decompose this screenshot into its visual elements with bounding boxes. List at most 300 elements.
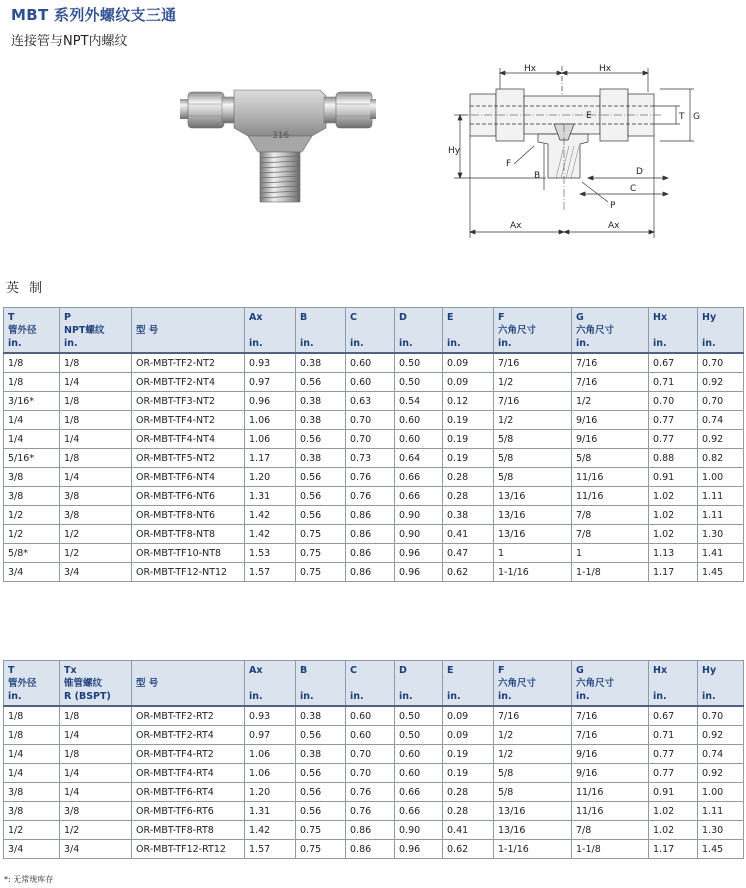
table-cell: 5/8 <box>494 764 572 783</box>
column-header-line <box>136 664 240 677</box>
table-cell: 7/16 <box>494 392 572 411</box>
table-cell: 5/8 <box>494 783 572 802</box>
column-header-line <box>136 690 240 703</box>
table-cell: OR-MBT-TF12-RT12 <box>132 840 245 859</box>
table-cell: 9/16 <box>572 411 649 430</box>
table-cell: 1/8 <box>60 706 132 726</box>
table-cell: 1/2 <box>4 821 60 840</box>
column-header-line: 六角尺寸 <box>576 678 615 689</box>
table-cell: OR-MBT-TF4-RT4 <box>132 764 245 783</box>
table-cell: 1.57 <box>245 840 296 859</box>
table-cell: 1/8 <box>4 726 60 745</box>
table-cell: 1.31 <box>245 802 296 821</box>
section-label: 英 制 <box>6 281 46 296</box>
table-cell: 1.30 <box>698 525 744 544</box>
table-cell: 0.76 <box>346 487 395 506</box>
column-header-line: in. <box>300 691 314 702</box>
dim-ax-left: Ax <box>510 221 522 231</box>
table-cell: 0.86 <box>346 525 395 544</box>
column-header-line <box>447 324 489 337</box>
table-row <box>4 544 744 563</box>
table-cell: 0.56 <box>296 802 346 821</box>
column-header-line: 六角尺寸 <box>576 325 615 336</box>
table-row <box>4 802 744 821</box>
table-cell: 0.56 <box>296 468 346 487</box>
table-cell: 0.38 <box>296 353 346 373</box>
table-cell: 0.38 <box>296 411 346 430</box>
table-cell: 0.12 <box>443 392 494 411</box>
table-cell: 5/8 <box>494 430 572 449</box>
table-cell: 1.13 <box>649 544 698 563</box>
table-cell: 1.06 <box>245 745 296 764</box>
table-cell: 13/16 <box>494 506 572 525</box>
column-header-line <box>702 677 739 690</box>
table-cell: 1.00 <box>698 468 744 487</box>
table-cell: 1/8 <box>60 353 132 373</box>
column-header-line: C <box>350 312 357 323</box>
dim-hx-left: Hx <box>524 64 537 74</box>
table-cell: 0.41 <box>443 821 494 840</box>
table-cell: 0.92 <box>698 726 744 745</box>
table-row <box>4 525 744 544</box>
table-cell: 0.70 <box>698 706 744 726</box>
material-marking: 316 <box>272 131 290 141</box>
table-cell: 1.02 <box>649 487 698 506</box>
table-cell: 1/8 <box>4 706 60 726</box>
table-cell: 0.28 <box>443 783 494 802</box>
column-header-line <box>447 677 489 690</box>
column-header-line: in. <box>576 338 590 349</box>
table-cell: 3/4 <box>4 563 60 582</box>
table-cell: 0.93 <box>245 706 296 726</box>
tee-body <box>234 90 326 136</box>
left-nut <box>188 92 224 128</box>
column-header-line: F <box>498 665 505 676</box>
table-cell: 1.30 <box>698 821 744 840</box>
dim-t: T <box>679 112 685 122</box>
table-cell: 0.67 <box>649 706 698 726</box>
table-cell: 0.56 <box>296 373 346 392</box>
table-cell: OR-MBT-TF10-NT8 <box>132 544 245 563</box>
table-cell: 0.77 <box>649 745 698 764</box>
table-cell: 13/16 <box>494 821 572 840</box>
dim-hx-right: Hx <box>599 64 612 74</box>
table-cell: 0.90 <box>395 525 443 544</box>
table-cell: 1.06 <box>245 764 296 783</box>
table-cell: 7/16 <box>572 353 649 373</box>
table-cell: 0.82 <box>698 449 744 468</box>
table-cell: 5/8 <box>494 449 572 468</box>
column-header <box>395 308 443 354</box>
table-cell: 11/16 <box>572 487 649 506</box>
table-cell: OR-MBT-TF6-NT6 <box>132 487 245 506</box>
column-header <box>132 661 245 707</box>
table-cell: 0.75 <box>296 563 346 582</box>
table-cell: 0.60 <box>395 411 443 430</box>
column-header-line: C <box>350 665 357 676</box>
table-cell: 1/4 <box>4 745 60 764</box>
table-row <box>4 353 744 373</box>
column-header-line: P <box>64 312 71 323</box>
table-cell: 7/16 <box>494 706 572 726</box>
product-photo <box>180 86 376 206</box>
table-cell: 11/16 <box>572 783 649 802</box>
table-cell: 0.86 <box>346 821 395 840</box>
table-cell: 7/16 <box>572 706 649 726</box>
table-cell: 0.76 <box>346 783 395 802</box>
column-header <box>698 308 744 354</box>
table-cell: 0.96 <box>395 840 443 859</box>
table-cell: 0.19 <box>443 764 494 783</box>
column-header <box>296 308 346 354</box>
dim-ax-right: Ax <box>608 221 620 231</box>
table-cell: OR-MBT-TF4-NT2 <box>132 411 245 430</box>
page-subtitle: 连接管与NPT内螺纹 <box>11 34 128 49</box>
table-cell: 1.17 <box>649 563 698 582</box>
table-cell: 0.62 <box>443 840 494 859</box>
column-header-line: in. <box>399 691 413 702</box>
table-cell: 0.77 <box>649 764 698 783</box>
table-cell: 1/2 <box>60 821 132 840</box>
column-header-line: E <box>447 665 454 676</box>
table-cell: 0.38 <box>296 745 346 764</box>
column-header-line: D <box>399 665 407 676</box>
column-header-line: in. <box>350 338 364 349</box>
table-row <box>4 449 744 468</box>
table-cell: 0.70 <box>698 353 744 373</box>
column-header-line <box>399 677 438 690</box>
table-cell: 0.66 <box>395 468 443 487</box>
table-row <box>4 726 744 745</box>
dim-p: P <box>610 201 616 211</box>
table-cell: 1.41 <box>698 544 744 563</box>
table-cell: 11/16 <box>572 802 649 821</box>
column-header-line: Hx <box>653 665 668 676</box>
table-cell: 1/4 <box>60 764 132 783</box>
table-row <box>4 411 744 430</box>
table-cell: 0.86 <box>346 563 395 582</box>
column-header-line: in. <box>447 691 461 702</box>
column-header <box>60 308 132 354</box>
table-cell: 0.90 <box>395 506 443 525</box>
dimension-drawing <box>448 62 718 242</box>
table-cell: OR-MBT-TF6-RT6 <box>132 802 245 821</box>
table-cell: 0.38 <box>296 449 346 468</box>
table-row <box>4 430 744 449</box>
column-header-line: Ax <box>249 665 263 676</box>
column-header-line: in. <box>702 691 716 702</box>
table-cell: 0.76 <box>346 802 395 821</box>
table-cell: 0.28 <box>443 487 494 506</box>
page-title: MBT 系列外螺纹支三通 <box>11 6 177 24</box>
column-header-line: Hy <box>702 312 717 323</box>
table-cell: 1/8 <box>60 449 132 468</box>
table-cell: 0.56 <box>296 783 346 802</box>
column-header-line: in. <box>350 691 364 702</box>
table-cell: 0.56 <box>296 726 346 745</box>
table-row <box>4 392 744 411</box>
column-header <box>649 661 698 707</box>
column-header <box>245 308 296 354</box>
column-header-line: NPT螺纹 <box>64 325 105 336</box>
table-cell: 0.38 <box>443 506 494 525</box>
table-cell: 1.02 <box>649 821 698 840</box>
table-cell: 1/2 <box>494 745 572 764</box>
table-cell: 3/8 <box>4 487 60 506</box>
dim-hy: Hy <box>448 146 461 156</box>
table-cell: 0.71 <box>649 373 698 392</box>
column-header-line: in. <box>249 338 263 349</box>
column-header-line <box>399 324 438 337</box>
column-header-line: 型 号 <box>136 678 159 689</box>
column-header-line <box>300 324 341 337</box>
column-header-line: in. <box>653 691 667 702</box>
table-cell: 3/8 <box>4 468 60 487</box>
table-cell: 0.56 <box>296 506 346 525</box>
table-cell: 1/8 <box>60 411 132 430</box>
table-cell: 0.50 <box>395 706 443 726</box>
table-cell: 0.54 <box>395 392 443 411</box>
column-header-line: G <box>576 312 584 323</box>
column-header-line: R (BSPT) <box>64 691 111 702</box>
column-header-line: in. <box>498 338 512 349</box>
column-header-line: in. <box>8 691 22 702</box>
table-cell: 1.20 <box>245 468 296 487</box>
table-cell: 7/8 <box>572 821 649 840</box>
table-cell: 1.45 <box>698 563 744 582</box>
table-cell: 0.71 <box>649 726 698 745</box>
table-cell: 9/16 <box>572 745 649 764</box>
table-cell: 1/2 <box>494 726 572 745</box>
table-cell: 0.50 <box>395 726 443 745</box>
table-cell: 0.86 <box>346 506 395 525</box>
table-row <box>4 563 744 582</box>
column-header-line: 管外径 <box>8 678 37 689</box>
table-cell: 1/4 <box>4 411 60 430</box>
table-cell: 1 <box>494 544 572 563</box>
table-cell: 1/4 <box>60 783 132 802</box>
bspt-spec-table <box>3 660 744 859</box>
column-header-line <box>136 337 240 350</box>
column-header-line <box>702 324 739 337</box>
table-cell: 7/16 <box>572 726 649 745</box>
table-cell: 0.92 <box>698 373 744 392</box>
table-cell: 1/4 <box>60 430 132 449</box>
footnote: *: 无常规库存 <box>4 875 54 884</box>
table-cell: 3/4 <box>60 563 132 582</box>
column-header-line: E <box>447 312 454 323</box>
table-cell: OR-MBT-TF8-NT8 <box>132 525 245 544</box>
table-cell: OR-MBT-TF2-NT2 <box>132 353 245 373</box>
table-cell: 0.96 <box>395 563 443 582</box>
column-header-line <box>249 324 291 337</box>
column-header-line: in. <box>702 338 716 349</box>
table-cell: 0.96 <box>245 392 296 411</box>
table-cell: 0.60 <box>395 430 443 449</box>
table-cell: 0.86 <box>346 840 395 859</box>
table-cell: OR-MBT-TF6-NT4 <box>132 468 245 487</box>
column-header-line: in. <box>399 338 413 349</box>
table-cell: 1.42 <box>245 821 296 840</box>
table-row <box>4 487 744 506</box>
column-header-line <box>653 677 693 690</box>
column-header-line: F <box>498 312 505 323</box>
column-header-line <box>300 677 341 690</box>
table-cell: 0.19 <box>443 745 494 764</box>
table-cell: 1-1/8 <box>572 840 649 859</box>
table-cell: 3/8 <box>4 783 60 802</box>
table-cell: 3/8 <box>4 802 60 821</box>
table-cell: 13/16 <box>494 525 572 544</box>
dim-e: E <box>586 111 592 121</box>
table-cell: 1/2 <box>572 392 649 411</box>
column-header <box>60 661 132 707</box>
table-cell: 1/8 <box>60 745 132 764</box>
dim-d: D <box>636 167 643 177</box>
table-cell: OR-MBT-TF8-NT6 <box>132 506 245 525</box>
table-cell: 1.42 <box>245 506 296 525</box>
table-cell: 0.90 <box>395 821 443 840</box>
column-header-line <box>350 324 390 337</box>
table-cell: 7/16 <box>494 353 572 373</box>
table-cell: 0.70 <box>346 411 395 430</box>
table-cell: 0.66 <box>395 783 443 802</box>
column-header-line <box>350 677 390 690</box>
table-cell: 0.56 <box>296 764 346 783</box>
table-cell: 1.02 <box>649 802 698 821</box>
column-header <box>395 661 443 707</box>
table-cell: 0.92 <box>698 764 744 783</box>
column-header-line: D <box>399 312 407 323</box>
table-cell: 0.60 <box>395 745 443 764</box>
table-cell: 0.77 <box>649 430 698 449</box>
table-cell: 0.74 <box>698 745 744 764</box>
table-cell: 1-1/16 <box>494 563 572 582</box>
table-cell: 0.70 <box>346 764 395 783</box>
table-header <box>4 308 744 354</box>
table-cell: 1.53 <box>245 544 296 563</box>
table-cell: 1.02 <box>649 525 698 544</box>
table-cell: 0.93 <box>245 353 296 373</box>
table-cell: 3/16* <box>4 392 60 411</box>
table-cell: 0.73 <box>346 449 395 468</box>
table-cell: 1.45 <box>698 840 744 859</box>
table-cell: 0.70 <box>346 745 395 764</box>
table-cell: OR-MBT-TF4-NT4 <box>132 430 245 449</box>
table-cell: OR-MBT-TF2-RT2 <box>132 706 245 726</box>
table-cell: OR-MBT-TF5-NT2 <box>132 449 245 468</box>
table-cell: 0.67 <box>649 353 698 373</box>
table-cell: 0.19 <box>443 411 494 430</box>
table-cell: 3/8 <box>60 506 132 525</box>
column-header <box>494 661 572 707</box>
table-cell: 1/2 <box>494 411 572 430</box>
column-header-line: in. <box>300 338 314 349</box>
column-header <box>443 308 494 354</box>
dim-c: C <box>630 184 637 194</box>
column-header-line: in. <box>8 338 22 349</box>
table-row <box>4 468 744 487</box>
table-cell: 1-1/8 <box>572 563 649 582</box>
table-cell: 1/8 <box>4 353 60 373</box>
column-header-line: in. <box>64 338 78 349</box>
table-cell: 0.50 <box>395 353 443 373</box>
table-cell: 1/2 <box>494 373 572 392</box>
column-header-line: T <box>8 312 15 323</box>
table-cell: 0.38 <box>296 706 346 726</box>
table-cell: 0.88 <box>649 449 698 468</box>
column-header <box>698 661 744 707</box>
table-cell: 1 <box>572 544 649 563</box>
table-cell: 1.20 <box>245 783 296 802</box>
table-cell: 0.97 <box>245 373 296 392</box>
table-row <box>4 764 744 783</box>
table-cell: OR-MBT-TF2-RT4 <box>132 726 245 745</box>
column-header-line <box>249 677 291 690</box>
table-cell: 0.75 <box>296 525 346 544</box>
table-cell: 0.63 <box>346 392 395 411</box>
dim-b: B <box>534 171 541 181</box>
table-cell: 0.74 <box>698 411 744 430</box>
column-header <box>296 661 346 707</box>
table-cell: 1/8 <box>60 392 132 411</box>
column-header-line: in. <box>653 338 667 349</box>
table-row <box>4 840 744 859</box>
table-cell: 0.92 <box>698 430 744 449</box>
table-row <box>4 745 744 764</box>
table-cell: 1.06 <box>245 430 296 449</box>
table-cell: 0.47 <box>443 544 494 563</box>
column-header <box>346 308 395 354</box>
table-cell: 1-1/16 <box>494 840 572 859</box>
table-cell: 1.31 <box>245 487 296 506</box>
table-cell: 0.66 <box>395 487 443 506</box>
table-cell: 0.60 <box>346 353 395 373</box>
table-cell: 1.17 <box>649 840 698 859</box>
table-cell: OR-MBT-TF4-RT2 <box>132 745 245 764</box>
npt-spec-table <box>3 307 744 582</box>
table-cell: 3/8 <box>60 802 132 821</box>
table-cell: 1/4 <box>4 430 60 449</box>
table-cell: 1/2 <box>60 544 132 563</box>
right-nut <box>336 92 372 128</box>
column-header-line: Hx <box>653 312 668 323</box>
table-cell: 0.64 <box>395 449 443 468</box>
column-header <box>132 308 245 354</box>
table-cell: 1.00 <box>698 783 744 802</box>
column-header <box>4 308 60 354</box>
table-cell: 1/8 <box>4 373 60 392</box>
table-cell: 0.60 <box>346 373 395 392</box>
table-cell: 0.75 <box>296 840 346 859</box>
column-header <box>245 661 296 707</box>
column-header-line: Tx <box>64 665 77 676</box>
table-cell: 0.28 <box>443 802 494 821</box>
column-header-line: in. <box>498 691 512 702</box>
dim-g: G <box>693 112 700 122</box>
table-cell: 0.76 <box>346 468 395 487</box>
table-cell: OR-MBT-TF2-NT4 <box>132 373 245 392</box>
table-cell: 0.66 <box>395 802 443 821</box>
table-cell: 1.06 <box>245 411 296 430</box>
column-header-line: 管外径 <box>8 325 37 336</box>
column-header <box>572 308 649 354</box>
table-cell: 1/4 <box>60 468 132 487</box>
table-cell: 0.19 <box>443 449 494 468</box>
table-cell: 0.70 <box>698 392 744 411</box>
table-cell: 1.02 <box>649 506 698 525</box>
table-cell: 1.57 <box>245 563 296 582</box>
